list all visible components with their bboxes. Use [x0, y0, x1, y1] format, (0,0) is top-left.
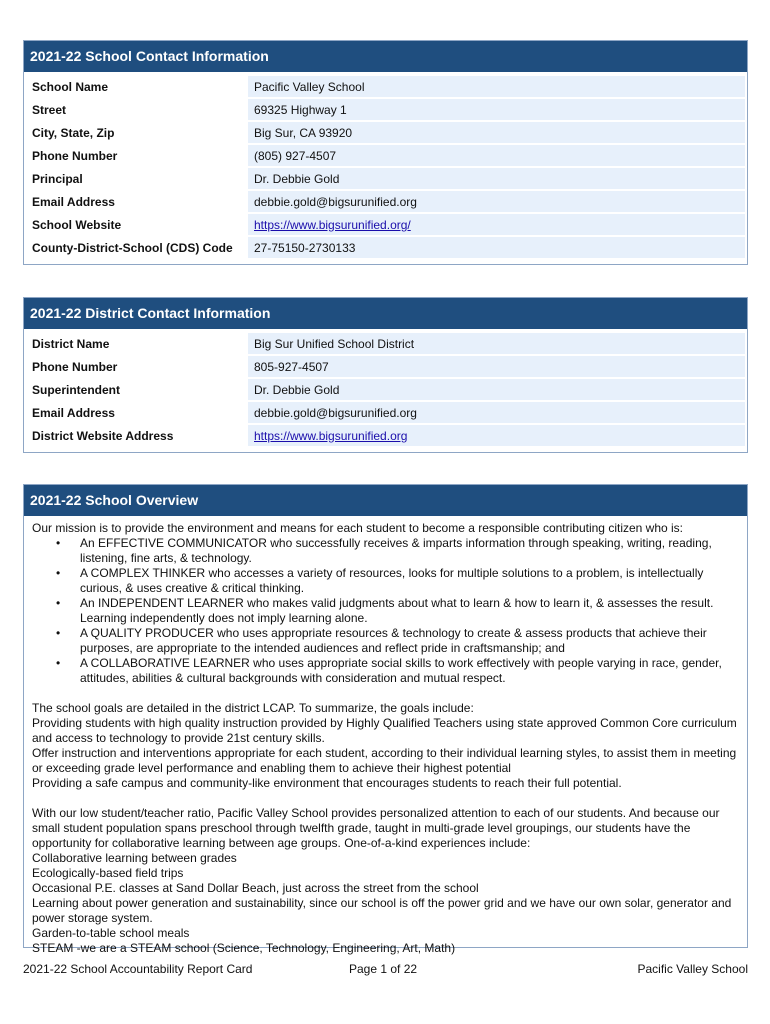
- footer-page-number: Page 1 of 22: [349, 962, 418, 976]
- email-address-label: Email Address: [26, 191, 248, 212]
- table-row: [26, 191, 745, 212]
- school-overview-title: 2021-22 School Overview: [24, 485, 747, 516]
- school-contact-title: 2021-22 School Contact Information: [24, 41, 747, 72]
- experience-item: Collaborative learning between grades: [32, 851, 237, 865]
- phone-number-label: Phone Number: [26, 145, 248, 166]
- street-label: Street: [26, 99, 248, 120]
- city-state-zip-label: City, State, Zip: [26, 122, 248, 143]
- goal-item: Providing a safe campus and community-like environment that encourages students to reach their full potential.: [32, 776, 622, 790]
- email-address-value: debbie.gold@bigsurunified.org: [248, 191, 745, 212]
- list-item: • A QUALITY PRODUCER who uses appropriate resources & technology to create & assess products that achieve their purposes, are appropriate to the intended audiences and reflect pride in craftsmanship; and: [32, 626, 739, 656]
- district-contact-table: [24, 329, 747, 452]
- principal-label: Principal: [26, 168, 248, 189]
- school-overview-body: [24, 516, 747, 961]
- school-overview-section: [23, 484, 748, 955]
- phone-number-value: (805) 927-4507: [248, 145, 745, 166]
- district-email-value: debbie.gold@bigsurunified.org: [248, 402, 745, 423]
- experience-item: Garden-to-table school meals: [32, 926, 190, 940]
- goals-intro: The school goals are detailed in the district LCAP. To summarize, the goals include:: [32, 701, 474, 715]
- table-row: [26, 76, 745, 97]
- district-website-label: District Website Address: [26, 425, 248, 446]
- cds-code-value: 27-75150-2730133: [248, 237, 745, 258]
- list-item: • A COMPLEX THINKER who accesses a variety of resources, looks for multiple solutions to a problem, is intellectually curious, & uses creative & critical thinking.: [32, 566, 739, 596]
- goal-item: Providing students with high quality instruction provided by Highly Qualified Teachers using state approved Common Core curriculum and access to technology to provide 21st century skills.: [32, 716, 737, 745]
- table-row: [26, 122, 745, 143]
- table-row: [26, 145, 745, 166]
- experiences-intro: With our low student/teacher ratio, Pacific Valley School provides personalized attention to each of our students. And because our small student population spans preschool through twelfth grade, taught in multi-grade level groupings, our students have the opportunity for collaborative learning between age groups. One-of-a-kind experiences include:: [32, 806, 720, 850]
- list-item: • An INDEPENDENT LEARNER who makes valid judgments about what to learn & how to learn it, & assesses the result. Learning independently does not imply learning alone.: [32, 596, 739, 626]
- school-name-label: School Name: [26, 76, 248, 97]
- table-row: [26, 356, 745, 377]
- footer-school-name: Pacific Valley School: [637, 962, 748, 976]
- district-email-label: Email Address: [26, 402, 248, 423]
- mission-list: [32, 536, 739, 686]
- district-contact-title: 2021-22 District Contact Information: [24, 298, 747, 329]
- school-name-value: Pacific Valley School: [248, 76, 745, 97]
- footer-report-title: 2021-22 School Accountability Report Card: [23, 962, 253, 976]
- goal-item: Offer instruction and interventions appropriate for each student, according to their individual learning styles, to assist them in meeting or exceeding grade level performance and enabling them to achieve their highest potential: [32, 746, 737, 775]
- experience-item: Occasional P.E. classes at Sand Dollar Beach, just across the street from the school: [32, 881, 479, 895]
- mission-intro: Our mission is to provide the environment and means for each student to become a responsible contributing citizen who is:: [32, 521, 684, 535]
- school-website-link[interactable]: https://www.bigsurunified.org/: [254, 217, 411, 232]
- table-row: [26, 379, 745, 400]
- table-row: [26, 237, 745, 258]
- superintendent-label: Superintendent: [26, 379, 248, 400]
- school-contact-table: [24, 72, 747, 264]
- district-contact-section: [23, 297, 748, 453]
- list-item: • A COLLABORATIVE LEARNER who uses appropriate social skills to work effectively with people varying in race, gender, attitudes, abilities & cultural backgrounds with consideration and mutual respect.: [32, 656, 739, 686]
- table-row: [26, 425, 745, 446]
- table-row: [26, 333, 745, 354]
- experience-item: STEAM -we are a STEAM school (Science, Technology, Engineering, Art, Math): [32, 941, 456, 955]
- district-name-value: Big Sur Unified School District: [248, 333, 745, 354]
- school-contact-section: [23, 40, 748, 265]
- district-phone-label: Phone Number: [26, 356, 248, 377]
- district-name-label: District Name: [26, 333, 248, 354]
- table-row: [26, 214, 745, 235]
- table-row: [26, 168, 745, 189]
- street-value: 69325 Highway 1: [248, 99, 745, 120]
- principal-value: Dr. Debbie Gold: [248, 168, 745, 189]
- list-item: • An EFFECTIVE COMMUNICATOR who successfully receives & imparts information through speaking, writing, reading, listening, fine arts, & technology.: [32, 536, 739, 566]
- experience-item: Learning about power generation and sustainability, since our school is off the power grid and we have our own solar, generator and power storage system.: [32, 896, 732, 925]
- superintendent-value: Dr. Debbie Gold: [248, 379, 745, 400]
- district-website-link[interactable]: https://www.bigsurunified.org: [254, 428, 408, 443]
- table-row: [26, 402, 745, 423]
- page-footer: [23, 962, 748, 978]
- district-phone-value: 805-927-4507: [248, 356, 745, 377]
- city-state-zip-value: Big Sur, CA 93920: [248, 122, 745, 143]
- school-website-label: School Website: [26, 214, 248, 235]
- cds-code-label: County-District-School (CDS) Code: [26, 237, 248, 258]
- table-row: [26, 99, 745, 120]
- experience-item: Ecologically-based field trips: [32, 866, 184, 880]
